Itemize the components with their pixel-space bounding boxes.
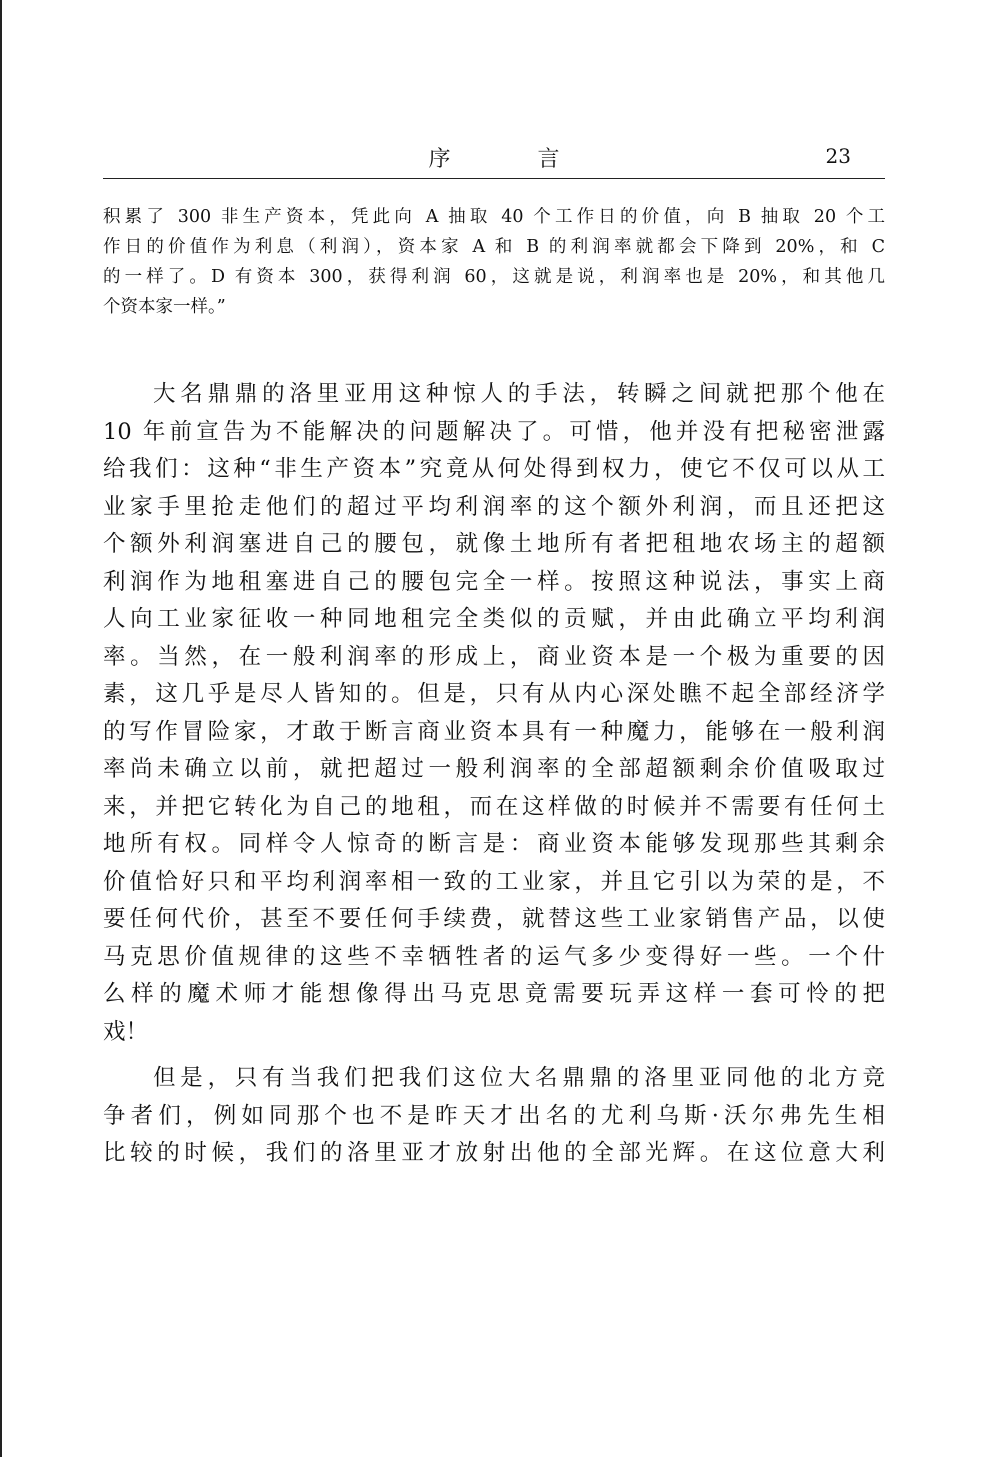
body-line: 个额外利润塞进自己的腰包，就像土地所有者把租地农场主的超额 [103,531,885,557]
paragraph-1 [103,376,885,1051]
body-line: 利润作为地租塞进自己的腰包完全一样。按照这种说法，事实上商 [103,568,885,595]
page-number: 23 [825,144,851,168]
body-line: 大名鼎鼎的洛里亚用这种惊人的手法，转瞬之间就把那个他在 [153,381,885,407]
quote-line: 的一样了。D 有资本 300，获得利润 60，这就是说，利润率也是 20%，和其他几 [103,267,885,287]
body-line: 争者们，例如同那个也不是昨天才出名的尤利乌斯·沃尔弗先生相 [103,1102,885,1129]
body-line: 么样的魔术师才能想像得出马克思竟需要玩弄这样一套可怜的把 [103,981,885,1007]
page-header [103,138,885,179]
quote-line: 积累了 300 非生产资本，凭此向 A 抽取 40 个工作日的价值，向 B 抽取 20 个工 [103,207,885,227]
body-text [103,376,885,1173]
body-line: 的写作冒险家，才敢于断言商业资本具有一种魔力，能够在一般利润 [103,718,885,745]
body-line: 给我们：这种“非生产资本”究竟从何处得到权力，使它不仅可以从工 [103,456,885,482]
quote-line: 作日的价值作为利息（利润），资本家 A 和 B 的利润率就都会下降到 20%，和 C [103,237,885,257]
running-head: 序 言 [428,147,600,172]
body-line: 率尚未确立以前，就把超过一般利润率的全部超额剩余价值吸取过 [103,756,885,782]
body-line: 马克思价值规律的这些不幸牺牲者的运气多少变得好一些。一个什 [103,943,885,970]
body-line: 业家手里抢走他们的超过平均利润率的这个额外利润，而且还把这 [103,493,885,520]
body-line: 戏！ [103,1018,149,1045]
body-line: 价值恰好只和平均利润率相一致的工业家，并且它引以为荣的是，不 [103,868,885,895]
body-line: 比较的时候，我们的洛里亚才放射出他的全部光辉。在这位意大利 [103,1140,885,1166]
body-line: 人向工业家征收一种同地租完全类似的贡赋，并由此确立平均利润 [103,606,885,632]
body-line: 素，这几乎是尽人皆知的。但是，只有从内心深处瞧不起全部经济学 [103,681,885,707]
page-edge [0,0,2,1457]
quote-line: 个资本家一样。” [103,297,226,317]
block-quote [103,202,885,322]
body-line: 要任何代价，甚至不要任何手续费，就替这些工业家销售产品，以使 [103,906,885,932]
body-line: 来，并把它转化为自己的地租，而在这样做的时候并不需要有任何土 [103,793,885,820]
body-line: 地所有权。同样令人惊奇的断言是：商业资本能够发现那些其剩余 [103,831,885,857]
body-line: 10 年前宣告为不能解决的问题解决了。可惜，他并没有把秘密泄露 [103,418,885,445]
paragraph-2 [103,1060,885,1173]
body-line: 但是，只有当我们把我们这位大名鼎鼎的洛里亚同他的北方竞 [153,1065,885,1091]
body-line: 率。当然，在一般利润率的形成上，商业资本是一个极为重要的因 [103,643,885,670]
